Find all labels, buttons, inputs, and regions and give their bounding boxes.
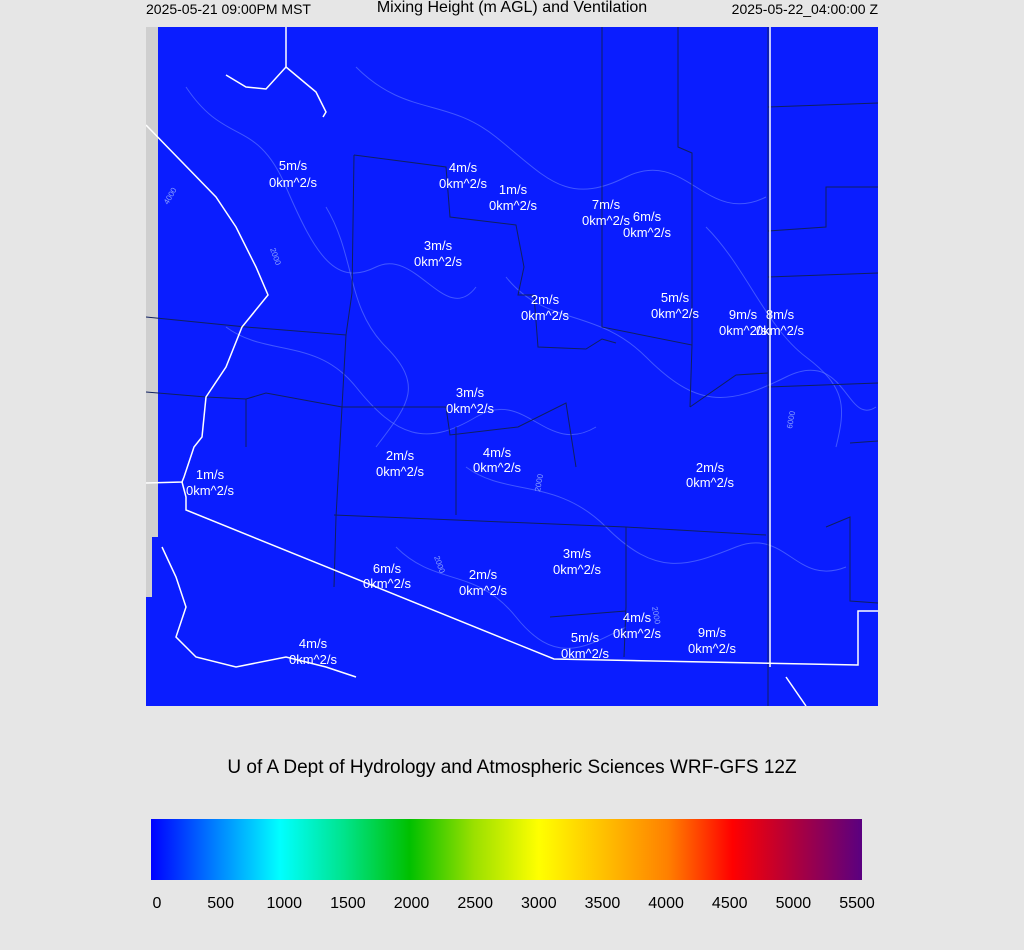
contour-label: 2000 xyxy=(533,473,546,493)
station-wind: 2m/s xyxy=(468,567,498,582)
station-wind: 3m/s xyxy=(423,238,453,253)
contour-label: 2000 xyxy=(268,246,283,267)
station-wind: 5m/s xyxy=(570,630,600,645)
station-wind: 2m/s xyxy=(385,448,415,463)
colorbar-tick-label: 3000 xyxy=(521,895,557,912)
station-vent: 0km^2/s xyxy=(685,475,735,490)
station-vent: 0km^2/s xyxy=(268,175,318,190)
station-wind: 3m/s xyxy=(562,546,592,561)
station-vent: 0km^2/s xyxy=(718,323,768,338)
station-wind: 6m/s xyxy=(372,561,402,576)
colorbar-gradient xyxy=(151,819,862,880)
chart-title: Mixing Height (m AGL) and Ventilation xyxy=(376,0,648,16)
colorbar-tick-label: 4000 xyxy=(648,895,684,912)
colorbar-tick-label: 4500 xyxy=(711,895,748,912)
colorbar-ticks xyxy=(0,895,1024,917)
valid-time-local: 2025-05-21 09:00PM MST xyxy=(146,1,311,17)
station-wind: 4m/s xyxy=(622,610,652,625)
station-vent: 0km^2/s xyxy=(552,562,602,577)
credit-line: U of A Dept of Hydrology and Atmospheric Sciences WRF-GFS 12Z xyxy=(227,757,797,778)
colorbar-tick-label: 2500 xyxy=(457,895,493,912)
station-wind: 9m/s xyxy=(728,307,758,322)
station-vent: 0km^2/s xyxy=(650,306,700,321)
station-vent: 0km^2/s xyxy=(612,626,662,641)
contour-label: 2000 xyxy=(650,605,662,625)
station-wind: 1m/s xyxy=(498,182,528,197)
station-wind: 2m/s xyxy=(695,460,725,475)
station-vent: 0km^2/s xyxy=(488,198,538,213)
station-vent: 0km^2/s xyxy=(185,483,235,498)
station-wind: 5m/s xyxy=(660,290,690,305)
station-vent: 0km^2/s xyxy=(288,652,338,667)
station-vent: 0km^2/s xyxy=(413,254,463,269)
station-vent: 0km^2/s xyxy=(458,583,508,598)
station-wind: 6m/s xyxy=(632,209,662,224)
contour-label: 4000 xyxy=(161,186,179,206)
station-vent: 0km^2/s xyxy=(520,308,570,323)
station-vent: 0km^2/s xyxy=(687,641,737,656)
map-panel xyxy=(146,27,878,706)
station-wind: 4m/s xyxy=(448,160,478,175)
station-wind: 4m/s xyxy=(298,636,328,651)
colorbar-tick-label: 2000 xyxy=(393,895,430,912)
valid-time-utc: 2025-05-22_04:00:00 Z xyxy=(731,1,878,17)
colorbar xyxy=(151,819,862,880)
colorbar-tick-label: 5000 xyxy=(775,895,812,912)
station-vent: 0km^2/s xyxy=(445,401,495,416)
station-vent: 0km^2/s xyxy=(375,464,425,479)
colorbar-tick-label: 3500 xyxy=(584,895,621,912)
off-domain-left-lower xyxy=(146,537,152,597)
station-wind: 2m/s xyxy=(530,292,560,307)
station-vent: 0km^2/s xyxy=(472,460,522,475)
station-vent: 0km^2/s xyxy=(560,646,610,661)
station-wind: 5m/s xyxy=(278,158,308,173)
colorbar-tick-label: 500 xyxy=(207,895,234,912)
colorbar-tick-label: 5500 xyxy=(839,895,875,912)
off-domain-left xyxy=(146,27,158,537)
station-wind: 7m/s xyxy=(591,197,621,212)
station-wind: 4m/s xyxy=(482,445,512,460)
station-wind: 9m/s xyxy=(697,625,727,640)
colorbar-tick-label: 0 xyxy=(152,895,162,912)
colorbar-tick-label: 1000 xyxy=(266,895,303,912)
colorbar-tick-label: 1500 xyxy=(330,895,366,912)
station-wind: 1m/s xyxy=(195,467,225,482)
station-vent: 0km^2/s xyxy=(581,213,631,228)
station-vent: 0km^2/s xyxy=(362,576,412,591)
station-vent: 0km^2/s xyxy=(622,225,672,240)
contour-label: 6000 xyxy=(785,410,798,430)
station-wind: 8m/s xyxy=(765,307,795,322)
station-wind: 3m/s xyxy=(455,385,485,400)
contour-label: 2000 xyxy=(432,554,447,575)
station-vent: 0km^2/s xyxy=(438,176,488,191)
station-vent: 0km^2/s xyxy=(755,323,805,338)
